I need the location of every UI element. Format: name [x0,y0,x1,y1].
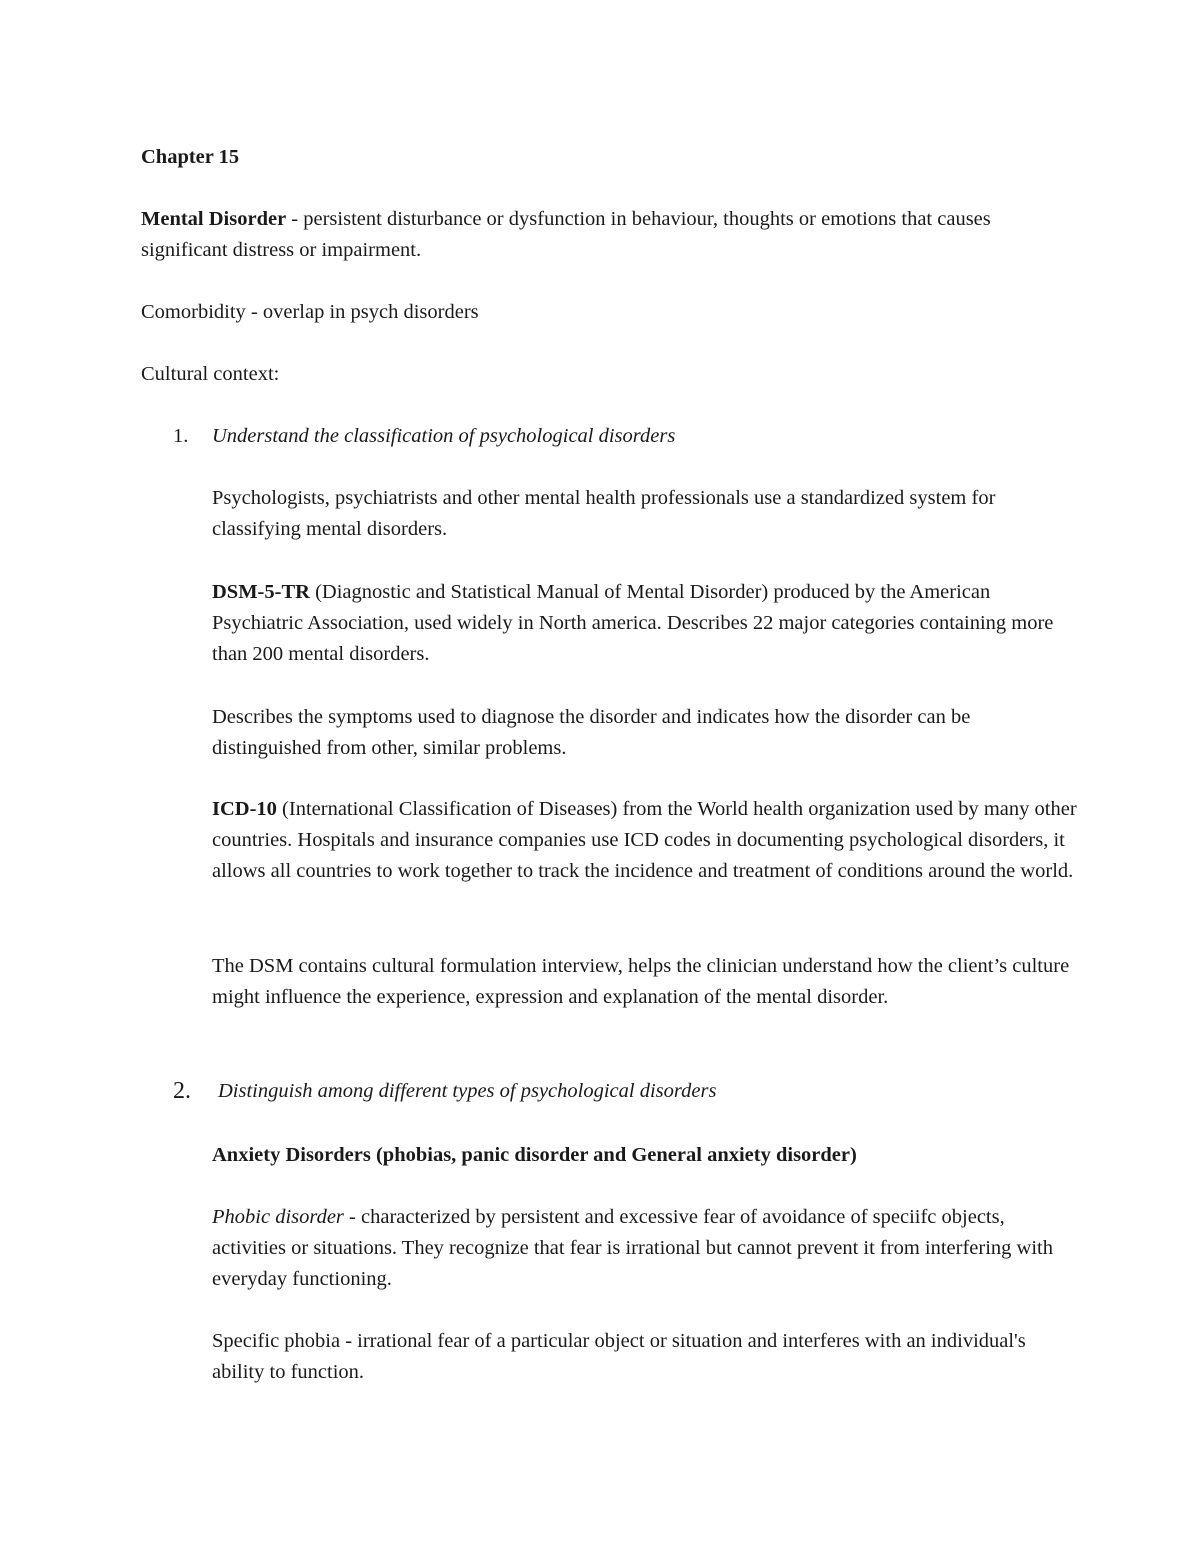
icd-text: (International Classification of Diseases) from the World health organization used by many other countries. Hospitals and insurance companies use ICD codes in documenting psychological disorders, it allows all countries to work together to track the incidence and treatment of conditions around the world. [212,798,1077,882]
comorbidity-line: Comorbidity - overlap in psych disorders [141,301,479,323]
section1-heading: Understand the classification of psychological disorders [212,425,676,447]
mental-disorder-text: - persistent disturbance or dysfunction in behaviour, thoughts or emotions that causes significant distress or impairment. [141,208,991,261]
specific-phobia-paragraph: Specific phobia - irrational fear of a particular object or situation and interferes with an individual's ability to function. [212,1330,1026,1383]
icd-term: ICD-10 [212,798,277,820]
dsm-paragraph [212,577,1082,670]
phobic-paragraph [212,1202,1082,1295]
describes-paragraph: Describes the symptoms used to diagnose the disorder and indicates how the disorder can be distinguished from other, similar problems. [212,706,971,759]
section1-number: 1. [173,425,189,447]
chapter-title: Chapter 15 [141,146,240,168]
phobic-text: - characterized by persistent and excessive fear of avoidance of speciifc objects, activities or situations. They recognize that fear is irrational but cannot prevent it from interfering with everyday functioning. [212,1206,1053,1290]
dsm-term: DSM-5-TR [212,581,310,603]
dsm-text: (Diagnostic and Statistical Manual of Mental Disorder) produced by the American Psychiatric Association, used widely in North america. Describes 22 major categories containing more than 200 mental disorders. [212,581,1054,665]
mental-disorder-term: Mental Disorder [141,208,287,230]
phobic-term: Phobic disorder [212,1206,344,1228]
cultural-formulation-paragraph: The DSM contains cultural formulation interview, helps the clinician understand how the client’s culture might influence the experience, expression and explanation of the mental disorder. [212,955,1070,1008]
cultural-context-line: Cultural context: [141,363,280,385]
icd-paragraph [212,794,1082,887]
section2-heading: Distinguish among different types of psychological disorders [218,1080,717,1102]
mental-disorder-definition [141,204,1081,266]
anxiety-heading: Anxiety Disorders (phobias, panic disorder and General anxiety disorder) [212,1144,857,1166]
section1-intro: Psychologists, psychiatrists and other mental health professionals use a standardized system for classifying mental disorders. [212,487,996,540]
section2-number: 2. [173,1078,191,1104]
